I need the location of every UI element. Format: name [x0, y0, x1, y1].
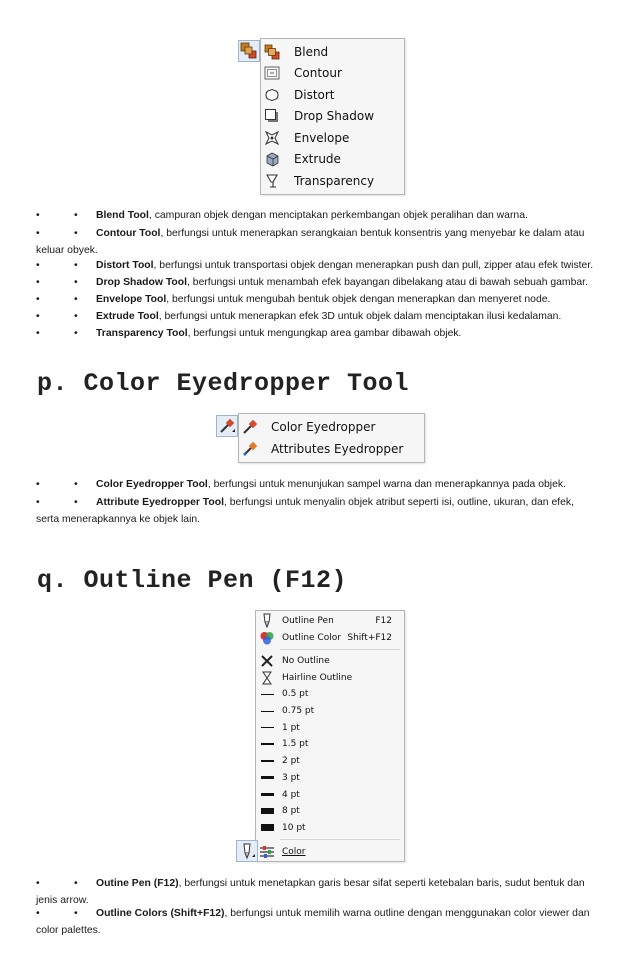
bullet-description: , campuran objek dengan menciptakan perkembangan objek peralihan dan warna.: [148, 210, 528, 221]
menu-item-shortcut: F12: [375, 616, 392, 627]
line-width-sample: [261, 727, 274, 728]
menu-item-icon: [261, 86, 283, 104]
menu-item-label: Envelope: [294, 130, 350, 145]
menu-separator: [280, 649, 400, 650]
bullet-text: [36, 905, 596, 939]
contour-icon: [263, 64, 281, 82]
menu-item-blend[interactable]: [261, 41, 404, 63]
line-width-icon: [256, 808, 278, 814]
bullet-text: [36, 207, 596, 224]
menu-item-icon: [261, 172, 283, 190]
menu-item-width-1-pt[interactable]: [256, 719, 404, 736]
bullet-description: , berfungsi untuk menunjukan sampel warna dan menerapkannya pada objek.: [207, 479, 566, 490]
menu-item-distort[interactable]: [261, 84, 404, 106]
bullet-marker: •: [74, 260, 78, 271]
menu-item-label: Outline Pen: [282, 616, 334, 627]
menu-item-icon: [261, 43, 283, 61]
menu-item-width-0-5-pt[interactable]: [256, 686, 404, 703]
line-width-sample: [261, 793, 274, 796]
line-width-icon: [256, 824, 278, 831]
bullet-marker: •: [74, 497, 78, 508]
menu-item-outline-color[interactable]: [256, 630, 404, 647]
menu-item-transparency[interactable]: [261, 170, 404, 192]
line-width-sample: [261, 760, 274, 762]
no-outline-icon: [258, 652, 276, 670]
bullet-marker: •: [36, 878, 40, 889]
bullet-item: [36, 905, 596, 939]
bullet-text: [36, 875, 596, 909]
menu-item-width-2-pt[interactable]: [256, 753, 404, 770]
menu-item-label: 4 pt: [282, 789, 300, 800]
menu-item-width-3-pt[interactable]: [256, 770, 404, 787]
menu-item-icon: [261, 150, 283, 168]
bullet-marker: •: [36, 277, 40, 288]
bullet-marker: •: [74, 311, 78, 322]
bullet-item: [36, 257, 596, 274]
line-width-icon: [256, 776, 278, 779]
bullet-description: , berfungsi untuk menambah efek bayangan dibelakang atau di bawah sebuah gambar.: [187, 277, 588, 288]
bullet-marker: •: [36, 210, 40, 221]
bullet-text: [36, 308, 596, 325]
bullet-text: [36, 291, 596, 308]
bullet-marker: •: [74, 210, 78, 221]
line-width-sample: [261, 824, 274, 831]
menu-item-label: Contour: [294, 66, 342, 81]
bullet-text: [36, 494, 596, 528]
line-width-sample: [261, 711, 274, 712]
blend-flyout-menu: [260, 38, 405, 195]
extrude-icon: [263, 150, 281, 168]
menu-item-label: Blend: [294, 44, 329, 59]
bullet-term: Extrude Tool: [96, 311, 159, 322]
eyedropper-flyout-menu: [238, 413, 425, 463]
menu-item-label: Extrude: [294, 152, 341, 167]
bullet-marker: •: [36, 260, 40, 271]
eyedropper-tool-button[interactable]: [216, 415, 238, 437]
line-width-sample: [261, 743, 274, 745]
menu-item-color-eyedropper[interactable]: [239, 416, 424, 438]
drop-shadow-icon: [263, 107, 281, 125]
menu-separator: [280, 839, 400, 840]
blend-icon: [263, 43, 281, 61]
outline-pen-tool-icon: [237, 841, 257, 861]
bullet-marker: •: [74, 908, 78, 919]
bullet-text: [36, 257, 596, 274]
menu-item-icon: [239, 418, 261, 436]
distort-icon: [263, 86, 281, 104]
menu-item-width-4-pt[interactable]: [256, 786, 404, 803]
color-eyedropper-icon: [241, 418, 259, 436]
menu-item-width-8-pt[interactable]: [256, 803, 404, 820]
menu-item-color[interactable]: [256, 843, 404, 861]
attributes-eyedropper-icon: [241, 440, 259, 458]
transparency-icon: [263, 172, 281, 190]
menu-item-shortcut: Shift+F12: [347, 632, 392, 643]
bullet-term: Attribute Eyedropper Tool: [96, 497, 224, 508]
menu-item-label: 0.5 pt: [282, 689, 309, 700]
bullet-text: [36, 476, 596, 493]
heading-outline-pen: q. Outline Pen (F12): [37, 566, 348, 595]
envelope-icon: [263, 129, 281, 147]
menu-item-label: 8 pt: [282, 806, 300, 817]
menu-item-label: 0.75 pt: [282, 706, 315, 717]
bullet-marker: •: [74, 294, 78, 305]
bullet-description: , berfungsi untuk transportasi objek dengan menerapkan push dan pull, zipper atau efek twister.: [153, 260, 594, 271]
menu-item-label: Hairline Outline: [282, 672, 353, 683]
color-icon: [258, 843, 276, 861]
menu-item-width-10-pt[interactable]: [256, 820, 404, 837]
bullet-text: [36, 225, 596, 259]
bullet-description: , berfungsi untuk menerapkan serangkaian bentuk konsentris yang menyebar ke dalam atau keluar obyek.: [36, 228, 585, 256]
menu-item-icon: [261, 129, 283, 147]
bullet-marker: •: [36, 908, 40, 919]
bullet-term: Drop Shadow Tool: [96, 277, 188, 288]
bullet-item: [36, 291, 596, 308]
menu-item-hairline-outline[interactable]: [256, 670, 404, 687]
outline-tool-button[interactable]: [236, 840, 258, 862]
menu-item-label: Drop Shadow: [294, 109, 375, 124]
bullet-term: Outine Pen (F12): [96, 878, 179, 889]
menu-item-attributes-eyedropper[interactable]: [239, 438, 424, 460]
menu-item-width-1-5-pt[interactable]: [256, 736, 404, 753]
menu-item-label: Color Eyedropper: [271, 420, 376, 434]
line-width-sample: [261, 808, 274, 814]
bullet-marker: •: [74, 228, 78, 239]
blend-tool-button[interactable]: [238, 40, 260, 62]
menu-item-contour[interactable]: [261, 63, 404, 85]
bullet-description: , berfungsi untuk menyalin objek atribut seperti isi, outline, ukuran, dan efek, serta menerapkannya ke objek lain.: [36, 497, 574, 525]
bullet-description: , berfungsi untuk memilih warna outline dengan menggunakan color viewer dan color palettes.: [36, 908, 590, 936]
line-width-icon: [256, 793, 278, 796]
menu-item-label: Distort: [294, 87, 335, 102]
line-width-sample: [261, 694, 274, 695]
bullet-term: Blend Tool: [96, 210, 149, 221]
bullet-description: , berfungsi untuk menerapkan efek 3D untuk objek dalam menciptakan ilusi kedalaman.: [158, 311, 562, 322]
menu-item-label: 1.5 pt: [282, 739, 309, 750]
menu-item-label: 10 pt: [282, 822, 306, 833]
bullet-marker: •: [36, 294, 40, 305]
bullet-marker: •: [36, 479, 40, 490]
blend-icon: [239, 41, 259, 61]
bullet-term: Color Eyedropper Tool: [96, 479, 208, 490]
bullet-item: [36, 476, 596, 493]
menu-item-label: 1 pt: [282, 722, 300, 733]
menu-item-icon: [261, 64, 283, 82]
menu-item-outline-pen[interactable]: [256, 613, 404, 630]
bullet-marker: •: [36, 328, 40, 339]
menu-item-label: 3 pt: [282, 772, 300, 783]
hairline-outline-icon: [258, 669, 276, 687]
bullet-item: [36, 494, 596, 528]
bullet-item: [36, 308, 596, 325]
menu-item-drop-shadow[interactable]: [261, 106, 404, 128]
menu-item-icon: [256, 652, 278, 670]
menu-item-extrude[interactable]: [261, 149, 404, 171]
outline-color-icon: [258, 629, 276, 647]
bullet-description: , berfungsi untuk mengungkap area gambar dibawah objek.: [187, 328, 462, 339]
menu-item-label: Outline Color: [282, 632, 341, 643]
bullet-term: Outline Colors (Shift+F12): [96, 908, 225, 919]
menu-item-icon: [256, 843, 278, 861]
eyedropper-icon: [217, 416, 237, 436]
bullet-marker: •: [36, 497, 40, 508]
line-width-icon: [256, 760, 278, 762]
bullet-item: [36, 875, 596, 909]
menu-item-icon: [256, 669, 278, 687]
line-width-icon: [256, 694, 278, 695]
bullet-marker: •: [36, 311, 40, 322]
bullet-text: [36, 274, 596, 291]
bullet-marker: •: [36, 228, 40, 239]
bullet-text: [36, 325, 596, 342]
bullet-item: [36, 225, 596, 259]
heading-color-eyedropper: p. Color Eyedropper Tool: [37, 369, 410, 398]
menu-item-icon: [239, 440, 261, 458]
menu-item-icon: [261, 107, 283, 125]
bullet-item: [36, 325, 596, 342]
bullet-description: , berfungsi untuk menetapkan garis besar sifat seperti ketebalan baris, sudut bentuk dan jenis arrow.: [36, 878, 585, 906]
menu-item-width-0-75-pt[interactable]: [256, 703, 404, 720]
bullet-item: [36, 274, 596, 291]
line-width-icon: [256, 727, 278, 728]
bullet-term: Distort Tool: [96, 260, 154, 271]
menu-item-icon: [256, 629, 278, 647]
bullet-marker: •: [74, 479, 78, 490]
menu-item-label: Transparency: [294, 173, 375, 188]
bullet-description: , berfungsi untuk mengubah bentuk objek dengan menerapkan dan menyeret node.: [166, 294, 551, 305]
menu-item-label: Color: [282, 847, 306, 858]
bullet-item: [36, 207, 596, 224]
line-width-icon: [256, 743, 278, 745]
line-width-icon: [256, 711, 278, 712]
menu-item-label: Attributes Eyedropper: [271, 442, 404, 456]
bullet-marker: •: [74, 277, 78, 288]
bullet-marker: •: [74, 878, 78, 889]
menu-item-icon: [256, 612, 278, 630]
bullet-term: Envelope Tool: [96, 294, 167, 305]
line-width-sample: [261, 776, 274, 779]
bullet-marker: •: [74, 328, 78, 339]
menu-item-label: 2 pt: [282, 756, 300, 767]
menu-item-label: No Outline: [282, 656, 330, 667]
bullet-term: Contour Tool: [96, 228, 161, 239]
menu-item-no-outline[interactable]: [256, 653, 404, 670]
outline-pen-icon: [258, 612, 276, 630]
outline-flyout-menu: [255, 610, 405, 862]
menu-item-envelope[interactable]: [261, 127, 404, 149]
bullet-term: Transparency Tool: [96, 328, 188, 339]
